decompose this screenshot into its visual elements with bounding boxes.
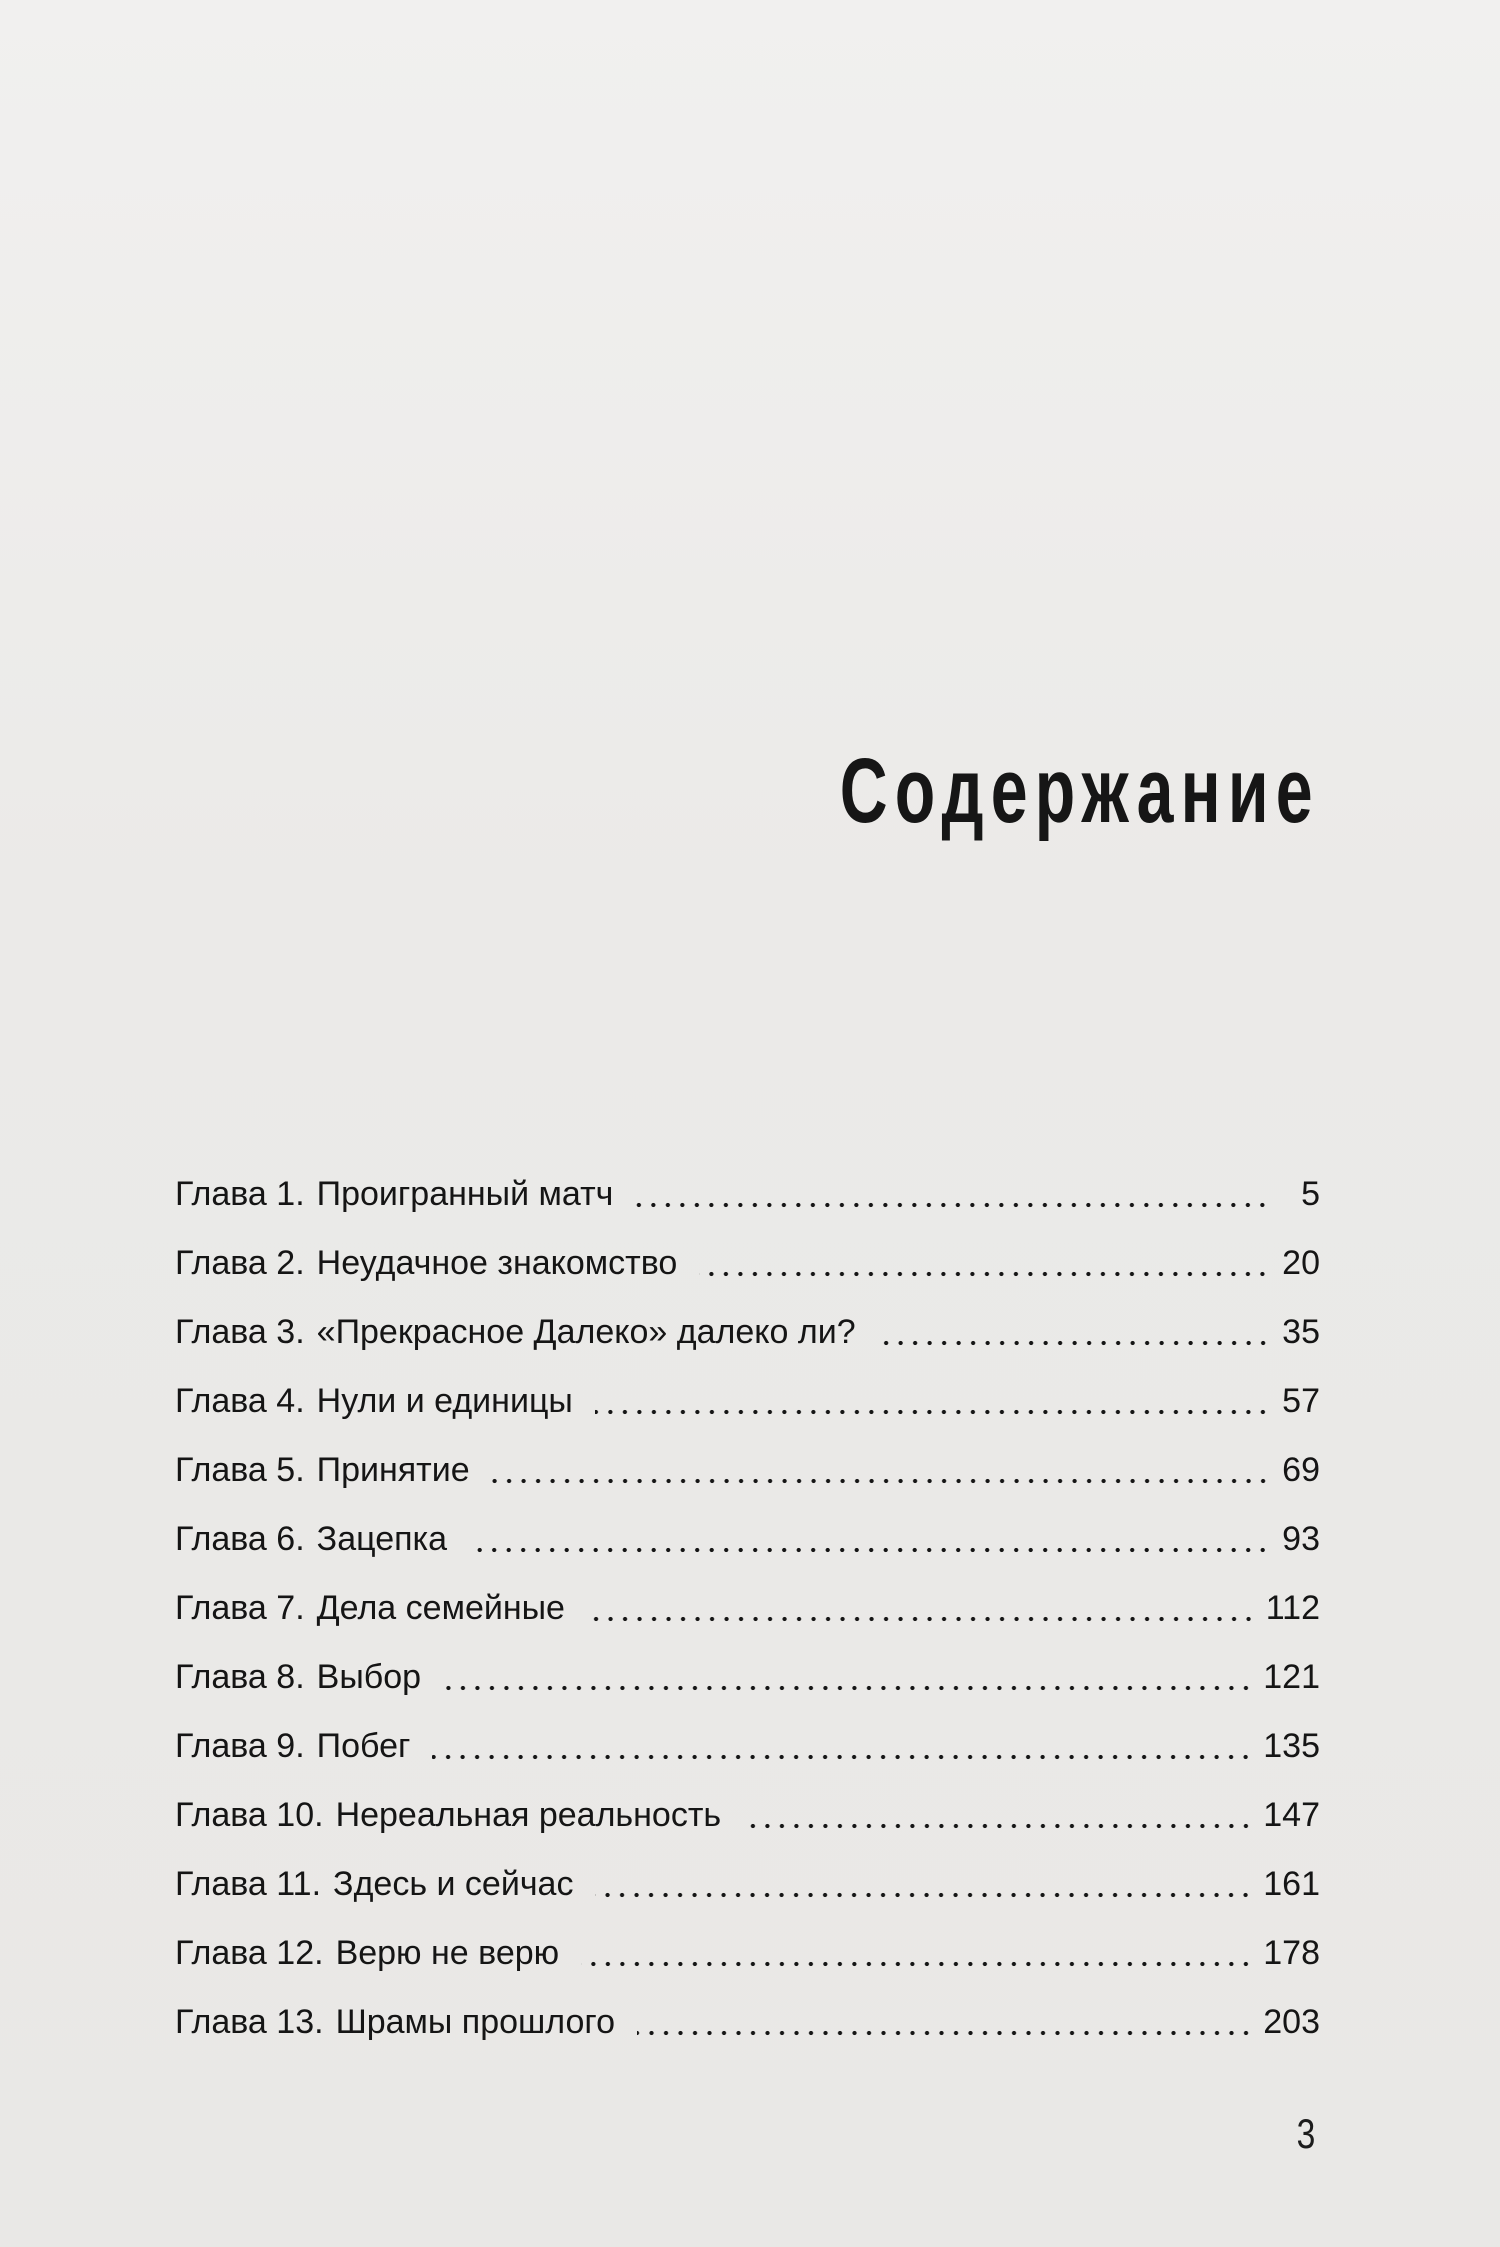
toc-chapter-number: Глава 11.: [175, 1865, 322, 1903]
toc-chapter-number: Глава 5.: [175, 1451, 305, 1489]
toc-page-number: 161: [1263, 1865, 1320, 1903]
toc-chapter-number: Глава 13.: [175, 2003, 324, 2041]
toc-chapter-title: Выбор: [316, 1658, 422, 1696]
toc-chapter-title: Нереальная реальность: [335, 1796, 722, 1834]
dot-leader: [743, 1823, 1253, 1829]
toc-chapter-title: Здесь и сейчас: [333, 1865, 574, 1903]
toc-chapter-number: Глава 3.: [175, 1313, 305, 1351]
toc-page-number: 135: [1263, 1727, 1320, 1765]
toc-chapter-title: Неудачное знакомство: [316, 1244, 678, 1282]
toc-page-number: 69: [1282, 1451, 1320, 1489]
toc-chapter-number: Глава 1.: [175, 1175, 305, 1213]
toc-chapter-title: Дела семейные: [316, 1589, 565, 1627]
toc-chapter-number: Глава 4.: [175, 1382, 305, 1420]
toc-entry: [175, 1643, 1320, 1712]
dot-leader: [581, 1961, 1253, 1967]
dot-leader: [432, 1754, 1253, 1760]
toc-chapter-title: Зацепка: [316, 1520, 448, 1558]
dot-leader: [469, 1547, 1270, 1553]
toc-page-number: 203: [1263, 2003, 1320, 2041]
toc-chapter-number: Глава 2.: [175, 1244, 305, 1282]
toc-entry: [175, 1574, 1320, 1643]
toc-chapter-number: Глава 9.: [175, 1727, 305, 1765]
toc-entry: [175, 1712, 1320, 1781]
toc-entry: [175, 1229, 1320, 1298]
dot-leader: [878, 1340, 1270, 1346]
toc-chapter-title: Нули и единицы: [316, 1382, 573, 1420]
toc-chapter-title: Верю не верю: [335, 1934, 560, 1972]
toc-entry: [175, 1160, 1320, 1229]
toc-page-number: 5: [1301, 1175, 1320, 1213]
toc-chapter-title: Принятие: [316, 1451, 470, 1489]
toc-entry: [175, 1988, 1320, 2057]
toc-chapter-title: Побег: [316, 1727, 411, 1765]
toc-page-number: 147: [1263, 1796, 1320, 1834]
table-of-contents: [175, 1160, 1320, 2057]
dot-leader: [635, 1202, 1270, 1208]
toc-entry: [175, 1367, 1320, 1436]
dot-leader: [595, 1409, 1270, 1415]
toc-page-number: 93: [1282, 1520, 1320, 1558]
dot-leader: [699, 1271, 1270, 1277]
toc-page-number: 20: [1282, 1244, 1320, 1282]
toc-page-number: 35: [1282, 1313, 1320, 1351]
toc-chapter-number: Глава 8.: [175, 1658, 305, 1696]
toc-entry: [175, 1850, 1320, 1919]
toc-chapter-number: Глава 10.: [175, 1796, 324, 1834]
toc-page-number: 57: [1282, 1382, 1320, 1420]
toc-chapter-title: «Прекрасное Далеко» далеко ли?: [316, 1313, 856, 1351]
toc-chapter-number: Глава 6.: [175, 1520, 305, 1558]
page-title: Содержание: [839, 740, 1320, 842]
toc-chapter-number: Глава 12.: [175, 1934, 324, 1972]
dot-leader: [637, 2030, 1253, 2036]
toc-page-number: 178: [1263, 1934, 1320, 1972]
toc-chapter-title: Проигранный матч: [316, 1175, 614, 1213]
toc-chapter-number: Глава 7.: [175, 1589, 305, 1627]
toc-entry: [175, 1919, 1320, 1988]
dot-leader: [492, 1478, 1270, 1484]
toc-entry: [175, 1436, 1320, 1505]
dot-leader: [595, 1892, 1253, 1898]
toc-page-number: 121: [1263, 1658, 1320, 1696]
toc-entry: [175, 1298, 1320, 1367]
page-number: 3: [1296, 2110, 1315, 2157]
toc-page-number: 112: [1265, 1589, 1320, 1627]
toc-entry: [175, 1505, 1320, 1574]
toc-chapter-title: Шрамы прошлого: [335, 2003, 615, 2041]
toc-entry: [175, 1781, 1320, 1850]
dot-leader: [587, 1616, 1256, 1622]
dot-leader: [443, 1685, 1253, 1691]
